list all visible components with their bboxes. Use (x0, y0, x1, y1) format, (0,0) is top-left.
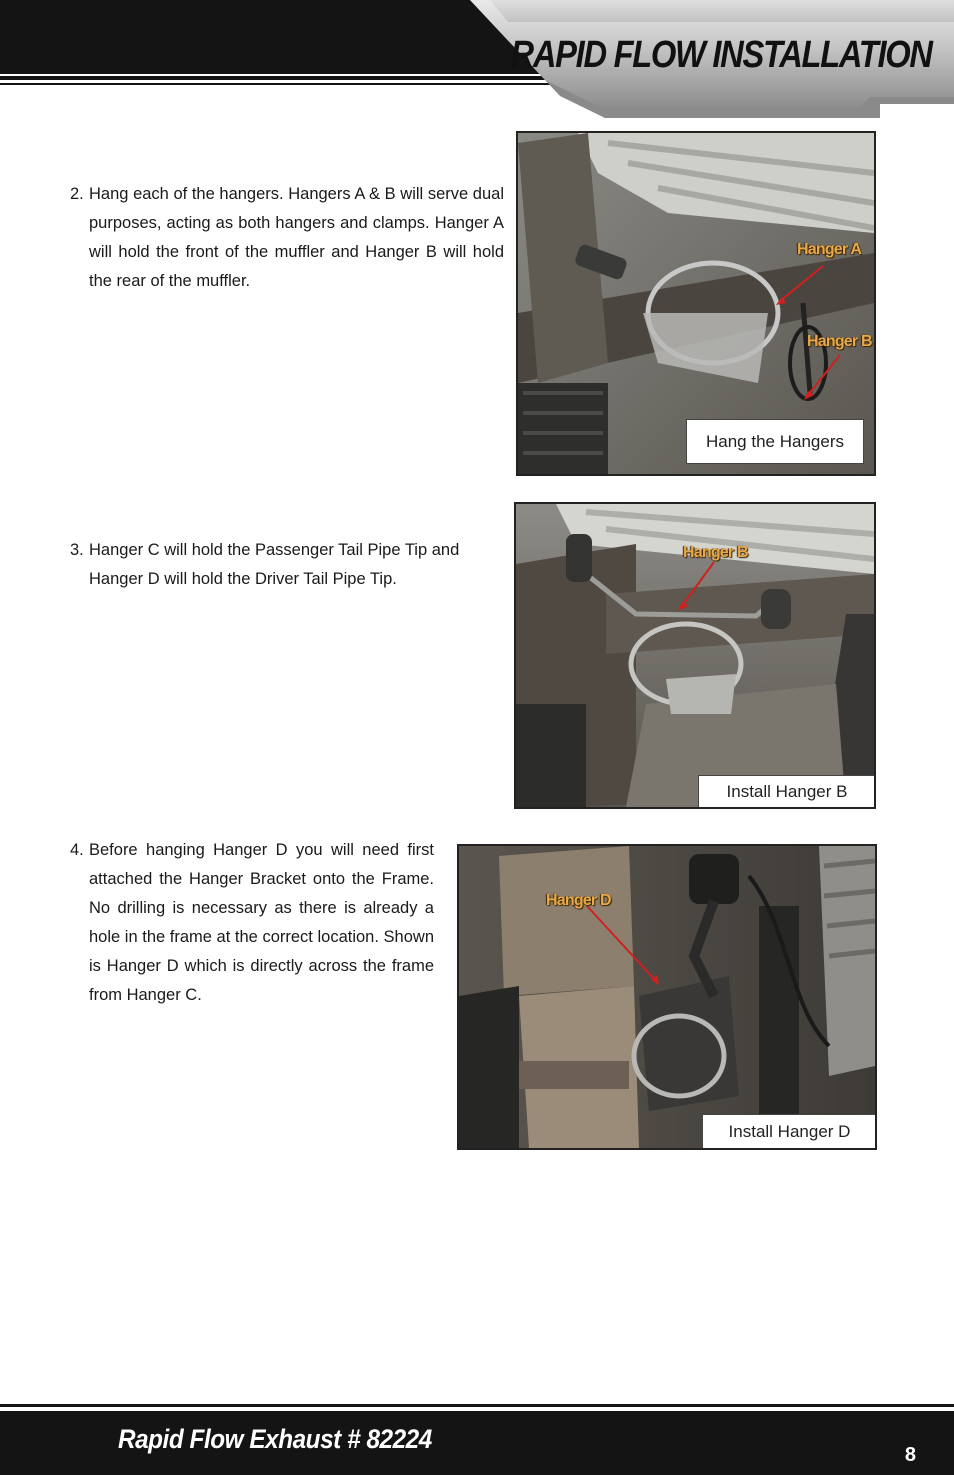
step-text: Hanger C will hold the Passenger Tail Pipe Tip and Hanger D will hold the Driver Tail Pipe Tip. (89, 541, 460, 588)
step-3 (70, 536, 504, 594)
step-number: 3. (70, 541, 84, 559)
step-number: 4. (70, 841, 84, 859)
footer-rule (0, 1404, 954, 1407)
photo-caption: Hang the Hangers (686, 419, 864, 464)
step-2 (70, 180, 504, 296)
photo-illustration (459, 846, 875, 1148)
callout-hanger-b: Hanger B (807, 333, 872, 350)
callout-hanger-d: Hanger D (546, 892, 611, 909)
photo-install-hanger-b (514, 502, 876, 809)
callout-hanger-b: Hanger B (683, 544, 748, 561)
step-text: Before hanging Hanger D you will need first attached the Hanger Bracket onto the Frame. No drilling is necessary as there is already a hole in the frame at the correct location. Shown is Hanger D which is directly across the frame from Hanger C. (89, 841, 434, 1004)
step-text: Hang each of the hangers. Hangers A & B will serve dual purposes, acting as both hangers and clamps. Hanger A will hold the front of the muffler and Hanger B will hold the rear of the muffler. (89, 185, 504, 290)
step-number: 2. (70, 185, 84, 203)
photo-install-hanger-d (457, 844, 877, 1150)
photo-hang-the-hangers (516, 131, 876, 476)
photo-caption: Install Hanger D (702, 1114, 877, 1150)
callout-hanger-a: Hanger A (797, 241, 862, 258)
page-title: RAPID FLOW INSTALLATION (510, 34, 932, 76)
photo-caption: Install Hanger B (698, 775, 876, 809)
footer-title: Rapid Flow Exhaust # 82224 (118, 1424, 432, 1454)
step-4 (70, 836, 434, 1010)
page-number: 8 (904, 1444, 916, 1466)
